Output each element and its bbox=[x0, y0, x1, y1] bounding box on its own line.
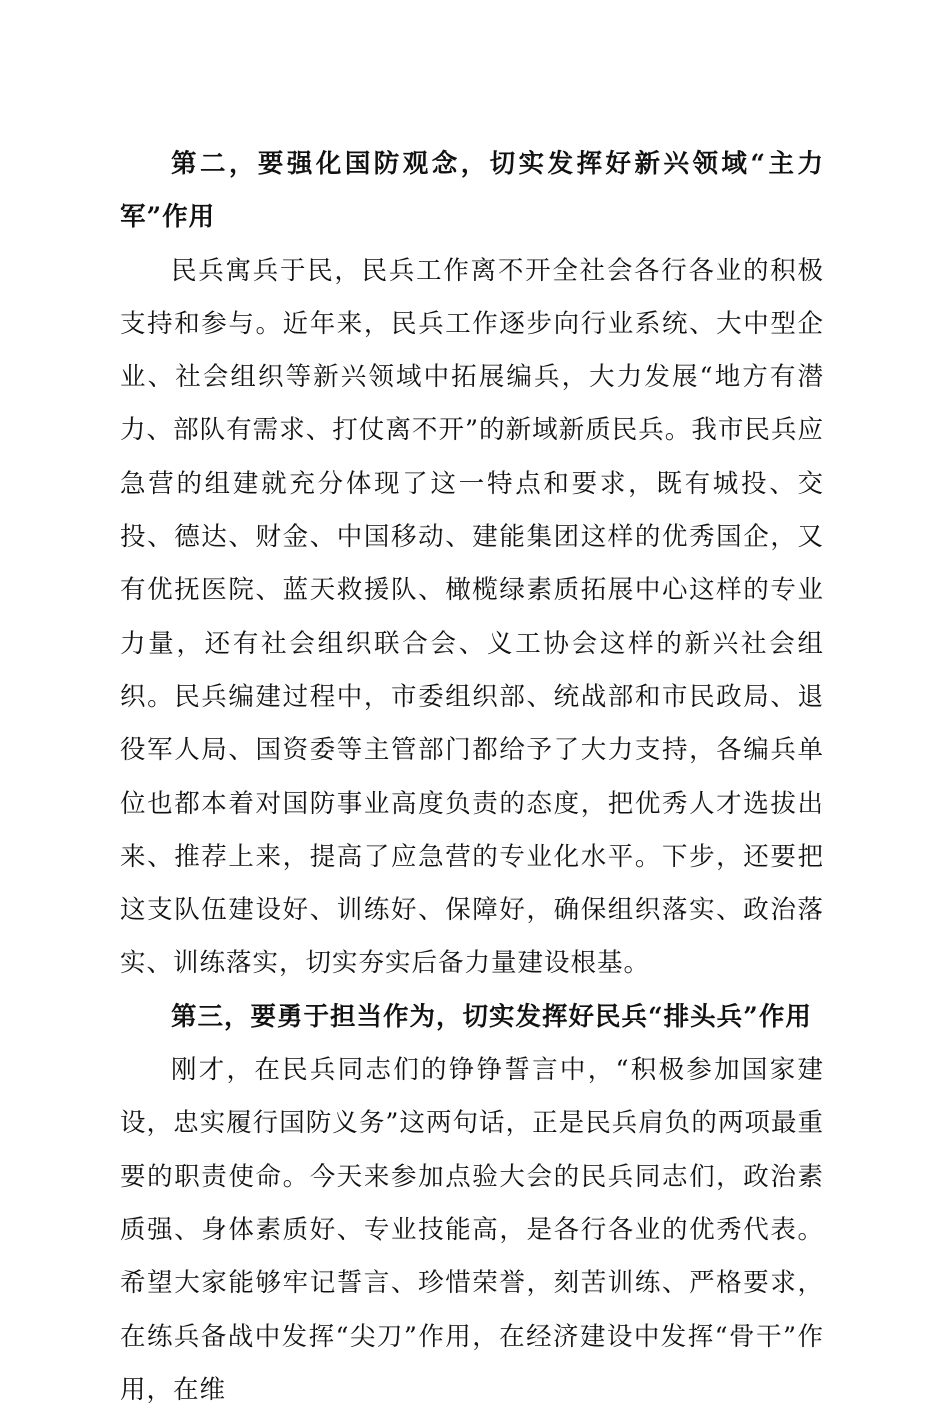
document-body bbox=[120, 138, 824, 1417]
section-heading-third: 第三，要勇于担当作为，切实发挥好民兵“排头兵”作用 bbox=[171, 1001, 812, 1032]
section-heading-second: 第二，要强化国防观念，切实发挥好新兴领域“主力军”作用 bbox=[120, 149, 824, 233]
section-paragraph-second: 民兵寓兵于民，民兵工作离不开全社会各行各业的积极支持和参与。近年来，民兵工作逐步向行业系统、大中型企业、社会组织等新兴领域中拓展编兵，大力发展“地方有潜力、部队有需求、打仗离不开”的新域新质民兵。我市民兵应急营的组建就充分体现了这一特点和要求，既有城投、交投、德达、财金、中国移动、建能集团这样的优秀国企，又有优抚医院、蓝天救援队、橄榄绿素质拓展中心这样的专业力量，还有社会组织联合会、义工协会这样的新兴社会组织。民兵编建过程中，市委组织部、统战部和市民政局、退役军人局、国资委等主管部门都给予了大力支持，各编兵单位也都本着对国防事业高度负责的态度，把优秀人才选拔出来、推荐上来，提高了应急营的专业化水平。下步，还要把这支队伍建设好、训练好、保障好，确保组织落实、政治落实、训练落实，切实夯实后备力量建设根基。 bbox=[120, 255, 824, 979]
section-paragraph-third: 刚才，在民兵同志们的铮铮誓言中，“积极参加国家建设，忠实履行国防义务”这两句话，正是民兵肩负的两项最重要的职责使命。今天来参加点验大会的民兵同志们，政治素质强、身体素质好、专业技能高，是各行各业的优秀代表。希望大家能够牢记誓言、珍惜荣誉，刻苦训练、严格要求，在练兵备战中发挥“尖刀”作用，在经济建设中发挥“骨干”作用，在维 bbox=[120, 1055, 824, 1405]
